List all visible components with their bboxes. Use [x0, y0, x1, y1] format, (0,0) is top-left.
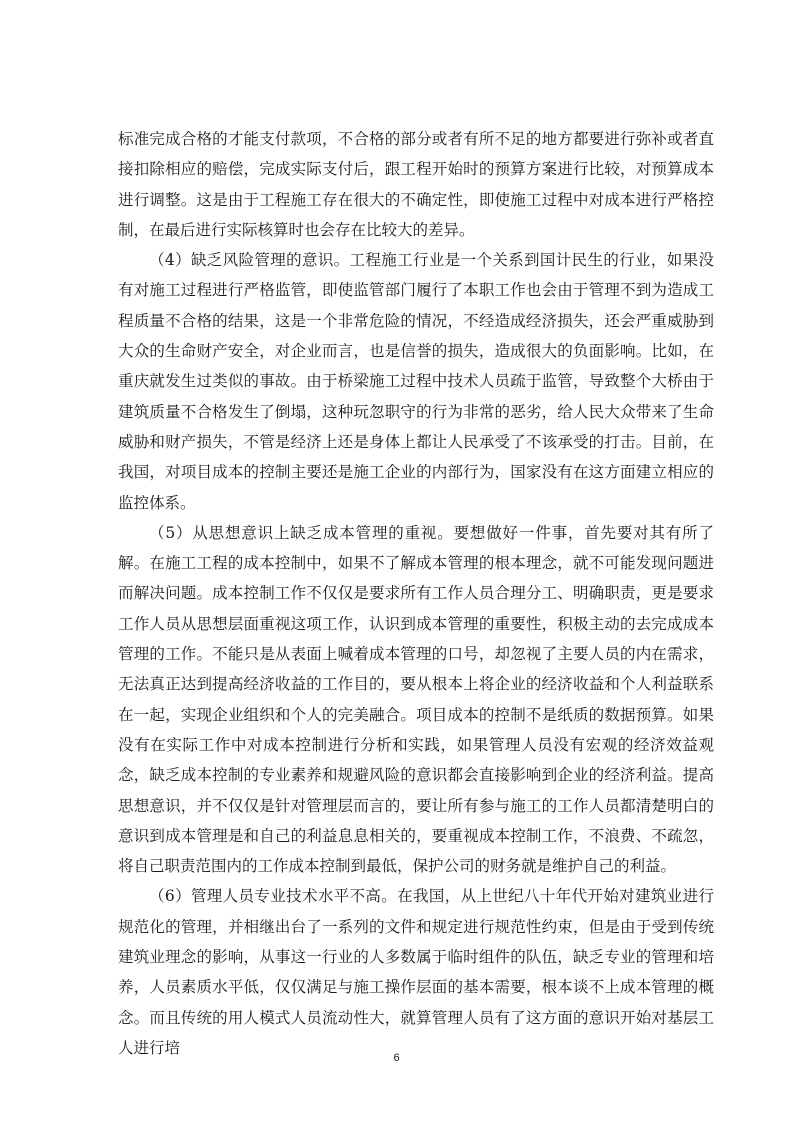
paragraph-risk-management: （4）缺乏风险管理的意识。工程施工行业是一个关系到国计民生的行业，如果没有对施工过程进行严格监管，即使监管部门履行了本职工作也会由于管理不到为造成工程质量不合格的结果，这是一个非常危险的情况，不经造成经济损失，还会严重威胁到大众的生命财产安全，对企业而言，也是信誉的损失，造成很大的负面影响。比如，在重庆就发生过类似的事故。由于桥梁施工过程中技术人员疏于监管，导致整个大桥由于建筑质量不合格发生了倒塌，这种玩忽职守的行为非常的恶劣，给人民大众带来了生命威胁和财产损失，不管是经济上还是身体上都让人民承受了不该承受的打击。目前，在我国，对项目成本的控制主要还是施工企业的内部行为，国家没有在这方面建立相应的监控体系。 — [118, 251, 714, 512]
page-number: 6 — [393, 1052, 400, 1064]
paragraph-cost-awareness: （5）从思想意识上缺乏成本管理的重视。要想做好一件事，首先要对其有所了解。在施工工程的成本控制中，如果不了解成本管理的根本理念，就不可能发现问题进而解决问题。成本控制工作不仅仅是要求所有工作人员合理分工、明确职责，更是要求工作人员从思想层面重视这项工作，认识到成本管理的重要性，积极主动的去完成成本管理的工作。不能只是从表面上喊着成本管理的口号，却忽视了主要人员的内在需求，无法真正达到提高经济收益的工作目的，要从根本上将企业的经济收益和个人利益联系在一起，实现企业组织和个人的完美融合。项目成本的控制不是纸质的数据预算。如果没有在实际工作中对成本控制进行分析和实践，如果管理人员没有宏观的经济效益观念，缺乏成本控制的专业素养和规避风险的意识都会直接影响到企业的经济利益。提高思想意识，并不仅仅是针对管理层而言的，要让所有参与施工的工作人员都清楚明白的意识到成本管理是和自己的利益息息相关的，要重视成本控制工作，不浪费、不疏忽，将自己职责范围内的工作成本控制到最低，保护公司的财务就是维护自己的利益。 — [118, 523, 714, 876]
paragraph-technical-level: （6）管理人员专业技术水平不高。在我国，从上世纪八十年代开始对建筑业进行规范化的管理，并相继出台了一系列的文件和规定进行规范性约束，但是由于受到传统建筑业理念的影响，从事这一行业的人多数属于临时组件的队伍，缺乏专业的管理和培养，人员素质水平低，仅仅满足与施工操作层面的基本需要，根本谈不上成本管理的概念。而且传统的用人模式人员流动性大，就算管理人员有了这方面的意识开始对基层工人进行培 — [118, 887, 714, 1057]
document-body — [118, 124, 714, 1063]
paragraph-continued: 标准完成合格的才能支付款项，不合格的部分或者有所不足的地方都要进行弥补或者直接扣除相应的赔偿，完成实际支付后，跟工程开始时的预算方案进行比较，对预算成本进行调整。这是由于工程施工存在很大的不确定性，即使施工过程中对成本进行严格控制，在最后进行实际核算时也会存在比较大的差异。 — [118, 130, 714, 239]
